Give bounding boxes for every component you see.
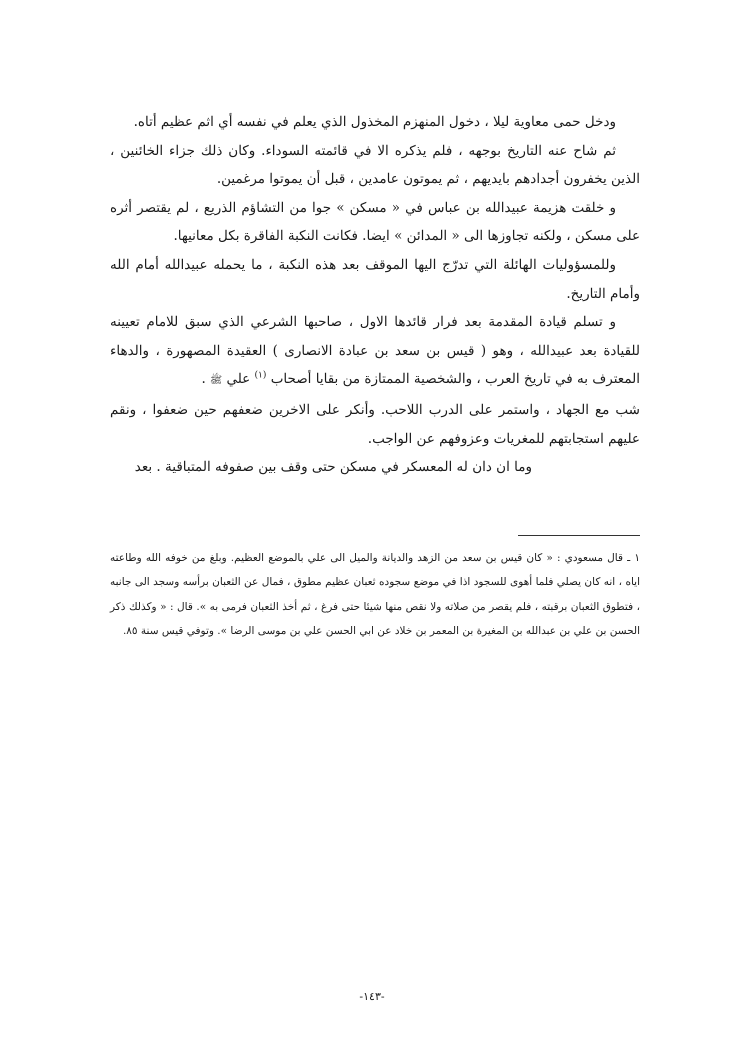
footnotes <box>110 546 640 644</box>
paragraph-7: وما ان دان له المعسكر في مسكن حتى وقف بين صفوفه المتباقية . بعد <box>134 459 532 476</box>
footnote-divider <box>518 535 640 536</box>
paragraph-4: وللمسؤوليات الهائلة التي تدرّج اليها الموقف بعد هذه النكبة ، ما يحمله عبيدالله أمام الله وأمام التاريخ. <box>110 256 640 302</box>
paragraph-5 <box>110 308 640 396</box>
name-ali: علي <box>226 371 251 388</box>
paragraph-6: شب مع الجهاد ، واستمر على الدرب اللاحب. وأنكر على الاخرين ضعفهم حين ضعفوا ، ونقم عليهم استجابتهم للمغريات وعزوفهم عن الواجب. <box>110 401 640 447</box>
paragraph-3: و خلقت هزيمة عبيدالله بن عباس في « مسكن » جوا من التشاؤم الذريع ، لم يقتصر أثره على مسكن ، ولكنه تجاوزها الى « المدائن » ايضا. فكانت النكبة الفاقرة بكل معانيها. <box>110 199 640 245</box>
footnote-reference[interactable]: (١) <box>254 370 267 381</box>
salawat-symbol: ﷺ <box>210 375 223 387</box>
document-page <box>110 108 640 638</box>
page-number: -١٤٣- <box>359 990 385 1003</box>
paragraph-2: ثم شاح عنه التاريخ بوجهه ، فلم يذكره الا في قائمته السوداء. وكان ذلك جزاء الخائنين ، الذين يخفرون أجدادهم بايديهم ، ثم يموتون عامدين ، قبل أن يموتوا مرغمين. <box>110 142 640 188</box>
paragraph-5-text: و تسلم قيادة المقدمة بعد فرار قائدها الاول ، صاحبها الشرعي الذي سبق للامام تعيينه للقيادة بعد عبيدالله ، وهو ( قيس بن سعد بن عبادة الانصارى ) العقيدة المصهورة ، والدهاء المعترف به في تاريخ العرب ، والشخصية الممتازة من بقايا أصحاب <box>110 314 640 388</box>
body-text <box>110 108 640 482</box>
footnote-1: ١ ـ قال مسعودي : « كان قيس بن سعد من الزهد والديانة والميل الى علي بالموضع العظيم. وبلغ من خوفه الله وطاعته اياه ، انه كان يصلي فلما أهوى للسجود اذا في موضع سجوده ثعبان عظيم مطوق ، فمال عن الثعبان برأسه وسجد الى جانبه ، فتطوق الثعبان برقبته ، فلم يقصر من صلاته ولا نقص منها شيئا حتى فرغ ، ثم أخذ الثعبان فرمى به ». قال : « وكذلك ذكر الحسن بن علي بن عبدالله بن المغيرة بن المعمر بن خلاد عن ابي الحسن علي بن موسى الرضا ». وتوفي قيس سنة ٨٥. <box>110 552 640 638</box>
paragraph-1: ودخل حمى معاوية ليلا ، دخول المنهزم المخذول الذي يعلم في نفسه أي اثم عظيم أتاه. <box>133 114 616 130</box>
paragraph-5-period: . <box>201 371 206 388</box>
